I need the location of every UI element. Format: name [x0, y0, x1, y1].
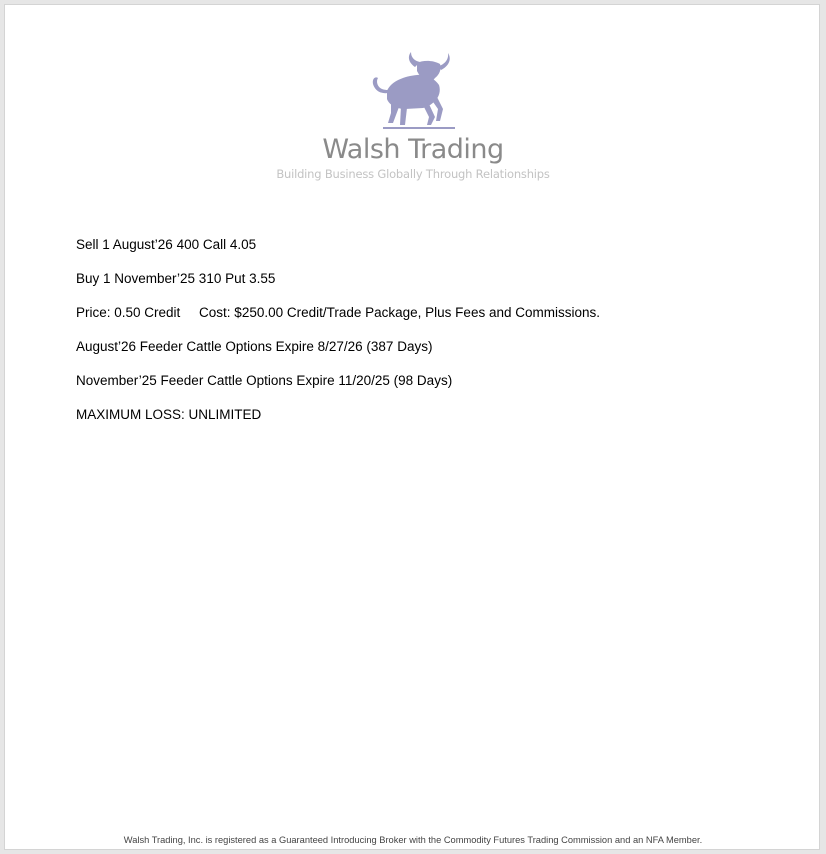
trade-line-buy: Buy 1 November’25 310 Put 3.55	[76, 271, 276, 286]
company-logo	[5, 51, 821, 181]
trade-line-maximum-loss: MAXIMUM LOSS: UNLIMITED	[76, 407, 262, 422]
trade-line-november-expiry: November’25 Feeder Cattle Options Expire 11/20/25 (98 Days)	[76, 373, 453, 388]
trade-line-price-cost: Price: 0.50 Credit Cost: $250.00 Credit/Trade Package, Plus Fees and Commissions.	[76, 305, 600, 320]
brand-tagline: Building Business Globally Through Relationships	[276, 167, 550, 181]
trade-line-august-expiry: August’26 Feeder Cattle Options Expire 8/27/26 (387 Days)	[76, 339, 433, 354]
bull-icon	[365, 51, 461, 131]
trade-details	[76, 235, 776, 439]
document-page	[4, 4, 820, 850]
trade-line-sell: Sell 1 August’26 400 Call 4.05	[76, 237, 257, 252]
footer-disclaimer: Walsh Trading, Inc. is registered as a Guaranteed Introducing Broker with the Commodity Futures Trading Commission and an NFA Member.	[123, 835, 703, 845]
brand-name: Walsh Trading	[322, 134, 504, 165]
